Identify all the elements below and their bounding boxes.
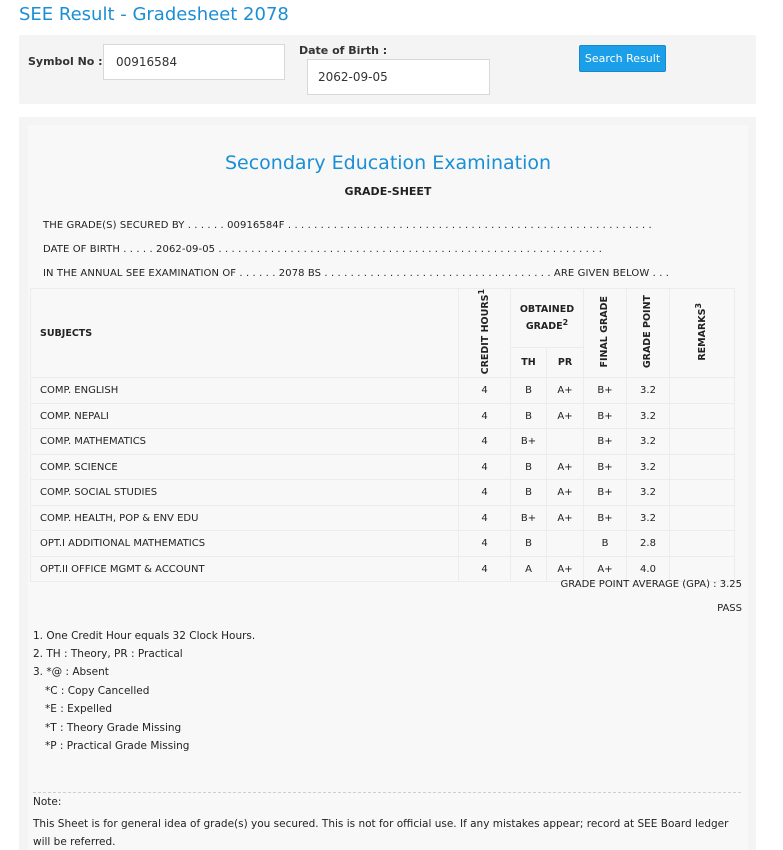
pr-cell: A+ (547, 403, 584, 429)
note-heading: Note: (33, 796, 62, 808)
subject-cell: OPT.I ADDITIONAL MATHEMATICS (31, 531, 459, 557)
table-row (31, 480, 735, 506)
remarks-cell (670, 531, 735, 557)
grade-table (30, 288, 735, 582)
secured-by-line: THE GRADE(S) SECURED BY . . . . . . 00916584F . . . . . . . . . . . . . . . . . . . . . . . . . . . . . . . . . . . . . . . . . . . . . . . . . . . . . . . . (43, 220, 652, 231)
table-row (31, 531, 735, 557)
subject-cell: COMP. NEPALI (31, 403, 459, 429)
th-cell: B (511, 378, 547, 404)
final-grade-header: FINAL GRADE (584, 289, 627, 378)
note-text: This Sheet is for general idea of grade(s) you secured. This is not for official use. If any mistakes appear; record at SEE Board ledger will be referred. (33, 818, 729, 848)
pr-header: PR (547, 347, 584, 378)
final-grade-cell: B (584, 531, 627, 557)
gradesheet-container (19, 117, 756, 850)
symbol-no-label: Symbol No : (28, 55, 103, 68)
final-grade-cell: B+ (584, 403, 627, 429)
pr-cell: A+ (547, 378, 584, 404)
remarks-cell (670, 403, 735, 429)
table-row (31, 505, 735, 531)
exam-title: Secondary Education Examination (224, 152, 552, 174)
final-grade-cell: B+ (584, 429, 627, 455)
subjects-header: SUBJECTS (31, 289, 459, 378)
credit-cell: 4 (459, 403, 511, 429)
pr-cell: A+ (547, 480, 584, 506)
remarks-cell (670, 378, 735, 404)
search-panel (19, 35, 756, 104)
pr-cell: A+ (547, 505, 584, 531)
credit-cell: 4 (459, 505, 511, 531)
table-row (31, 429, 735, 455)
pr-cell (547, 531, 584, 557)
result-status: PASS (717, 603, 742, 614)
gradesheet (28, 125, 748, 850)
footnote-practical-missing: *P : Practical Grade Missing (45, 740, 190, 752)
footnote-expelled: *E : Expelled (45, 703, 113, 715)
sheet-title: GRADE-SHEET (344, 185, 432, 198)
grade-point-header: GRADE POINT (627, 289, 670, 378)
remarks-cell (670, 429, 735, 455)
final-grade-cell: B+ (584, 505, 627, 531)
subject-cell: COMP. HEALTH, POP & ENV EDU (31, 505, 459, 531)
final-grade-cell: B+ (584, 454, 627, 480)
footnote-copy-cancelled: *C : Copy Cancelled (45, 685, 150, 697)
subject-cell: COMP. SOCIAL STUDIES (31, 480, 459, 506)
th-cell: B (511, 454, 547, 480)
pr-cell: A+ (547, 556, 584, 582)
table-row (31, 378, 735, 404)
pr-cell: A+ (547, 454, 584, 480)
grade-point-cell: 4.0 (627, 556, 670, 582)
grade-point-cell: 3.2 (627, 429, 670, 455)
grade-point-cell: 3.2 (627, 454, 670, 480)
credit-hours-header: CREDIT HOURS$^1$ (459, 289, 511, 378)
gpa-text: GRADE POINT AVERAGE (GPA) : 3.25 (560, 579, 742, 590)
th-cell: B (511, 531, 547, 557)
dob-line: DATE OF BIRTH . . . . . 2062-09-05 . . . . . . . . . . . . . . . . . . . . . . . . . . . . . . . . . . . . . . . . . . . . . . . . . . . . . . . . . . . (43, 244, 603, 255)
final-grade-cell: B+ (584, 480, 627, 506)
subject-cell: OPT.II OFFICE MGMT & ACCOUNT (31, 556, 459, 582)
grade-point-cell: 3.2 (627, 378, 670, 404)
footnote-theory-missing: *T : Theory Grade Missing (45, 722, 182, 734)
table-row (31, 403, 735, 429)
th-header: TH (511, 347, 547, 378)
credit-cell: 4 (459, 378, 511, 404)
subject-cell: COMP. SCIENCE (31, 454, 459, 480)
credit-cell: 4 (459, 480, 511, 506)
remarks-header: REMARKS$^3$ (670, 289, 735, 378)
remarks-cell (670, 454, 735, 480)
exam-line: IN THE ANNUAL SEE EXAMINATION OF . . . . . . 2078 BS . . . . . . . . . . . . . . . . . . . . . . . . . . . . . . . . . . . ARE GIVEN BELOW . . . (43, 268, 670, 279)
dob-input[interactable] (307, 59, 490, 95)
page-title: SEE Result - Gradesheet 2078 (19, 4, 289, 25)
grade-point-cell: 3.2 (627, 505, 670, 531)
final-grade-cell: B+ (584, 378, 627, 404)
credit-cell: 4 (459, 556, 511, 582)
credit-cell: 4 (459, 429, 511, 455)
footnote-3: 3. *@ : Absent (33, 666, 109, 678)
obtained-grade-header: OBTAINED GRADE$^2$ (511, 289, 584, 348)
credit-cell: 4 (459, 454, 511, 480)
credit-cell: 4 (459, 531, 511, 557)
th-cell: B+ (511, 505, 547, 531)
footnote-2: 2. TH : Theory, PR : Practical (33, 648, 183, 660)
search-result-button[interactable]: Search Result (579, 45, 666, 72)
dob-label: Date of Birth : (299, 44, 388, 57)
note-divider (33, 792, 741, 793)
grade-point-cell: 2.8 (627, 531, 670, 557)
footnote-1: 1. One Credit Hour equals 32 Clock Hours. (33, 630, 256, 642)
pr-cell (547, 429, 584, 455)
th-cell: B (511, 480, 547, 506)
grade-point-cell: 3.2 (627, 480, 670, 506)
final-grade-cell: A+ (584, 556, 627, 582)
th-cell: B+ (511, 429, 547, 455)
th-cell: B (511, 403, 547, 429)
subject-cell: COMP. MATHEMATICS (31, 429, 459, 455)
grade-point-cell: 3.2 (627, 403, 670, 429)
table-row (31, 454, 735, 480)
remarks-cell (670, 480, 735, 506)
symbol-no-input[interactable] (103, 44, 285, 80)
subject-cell: COMP. ENGLISH (31, 378, 459, 404)
remarks-cell (670, 505, 735, 531)
th-cell: A (511, 556, 547, 582)
